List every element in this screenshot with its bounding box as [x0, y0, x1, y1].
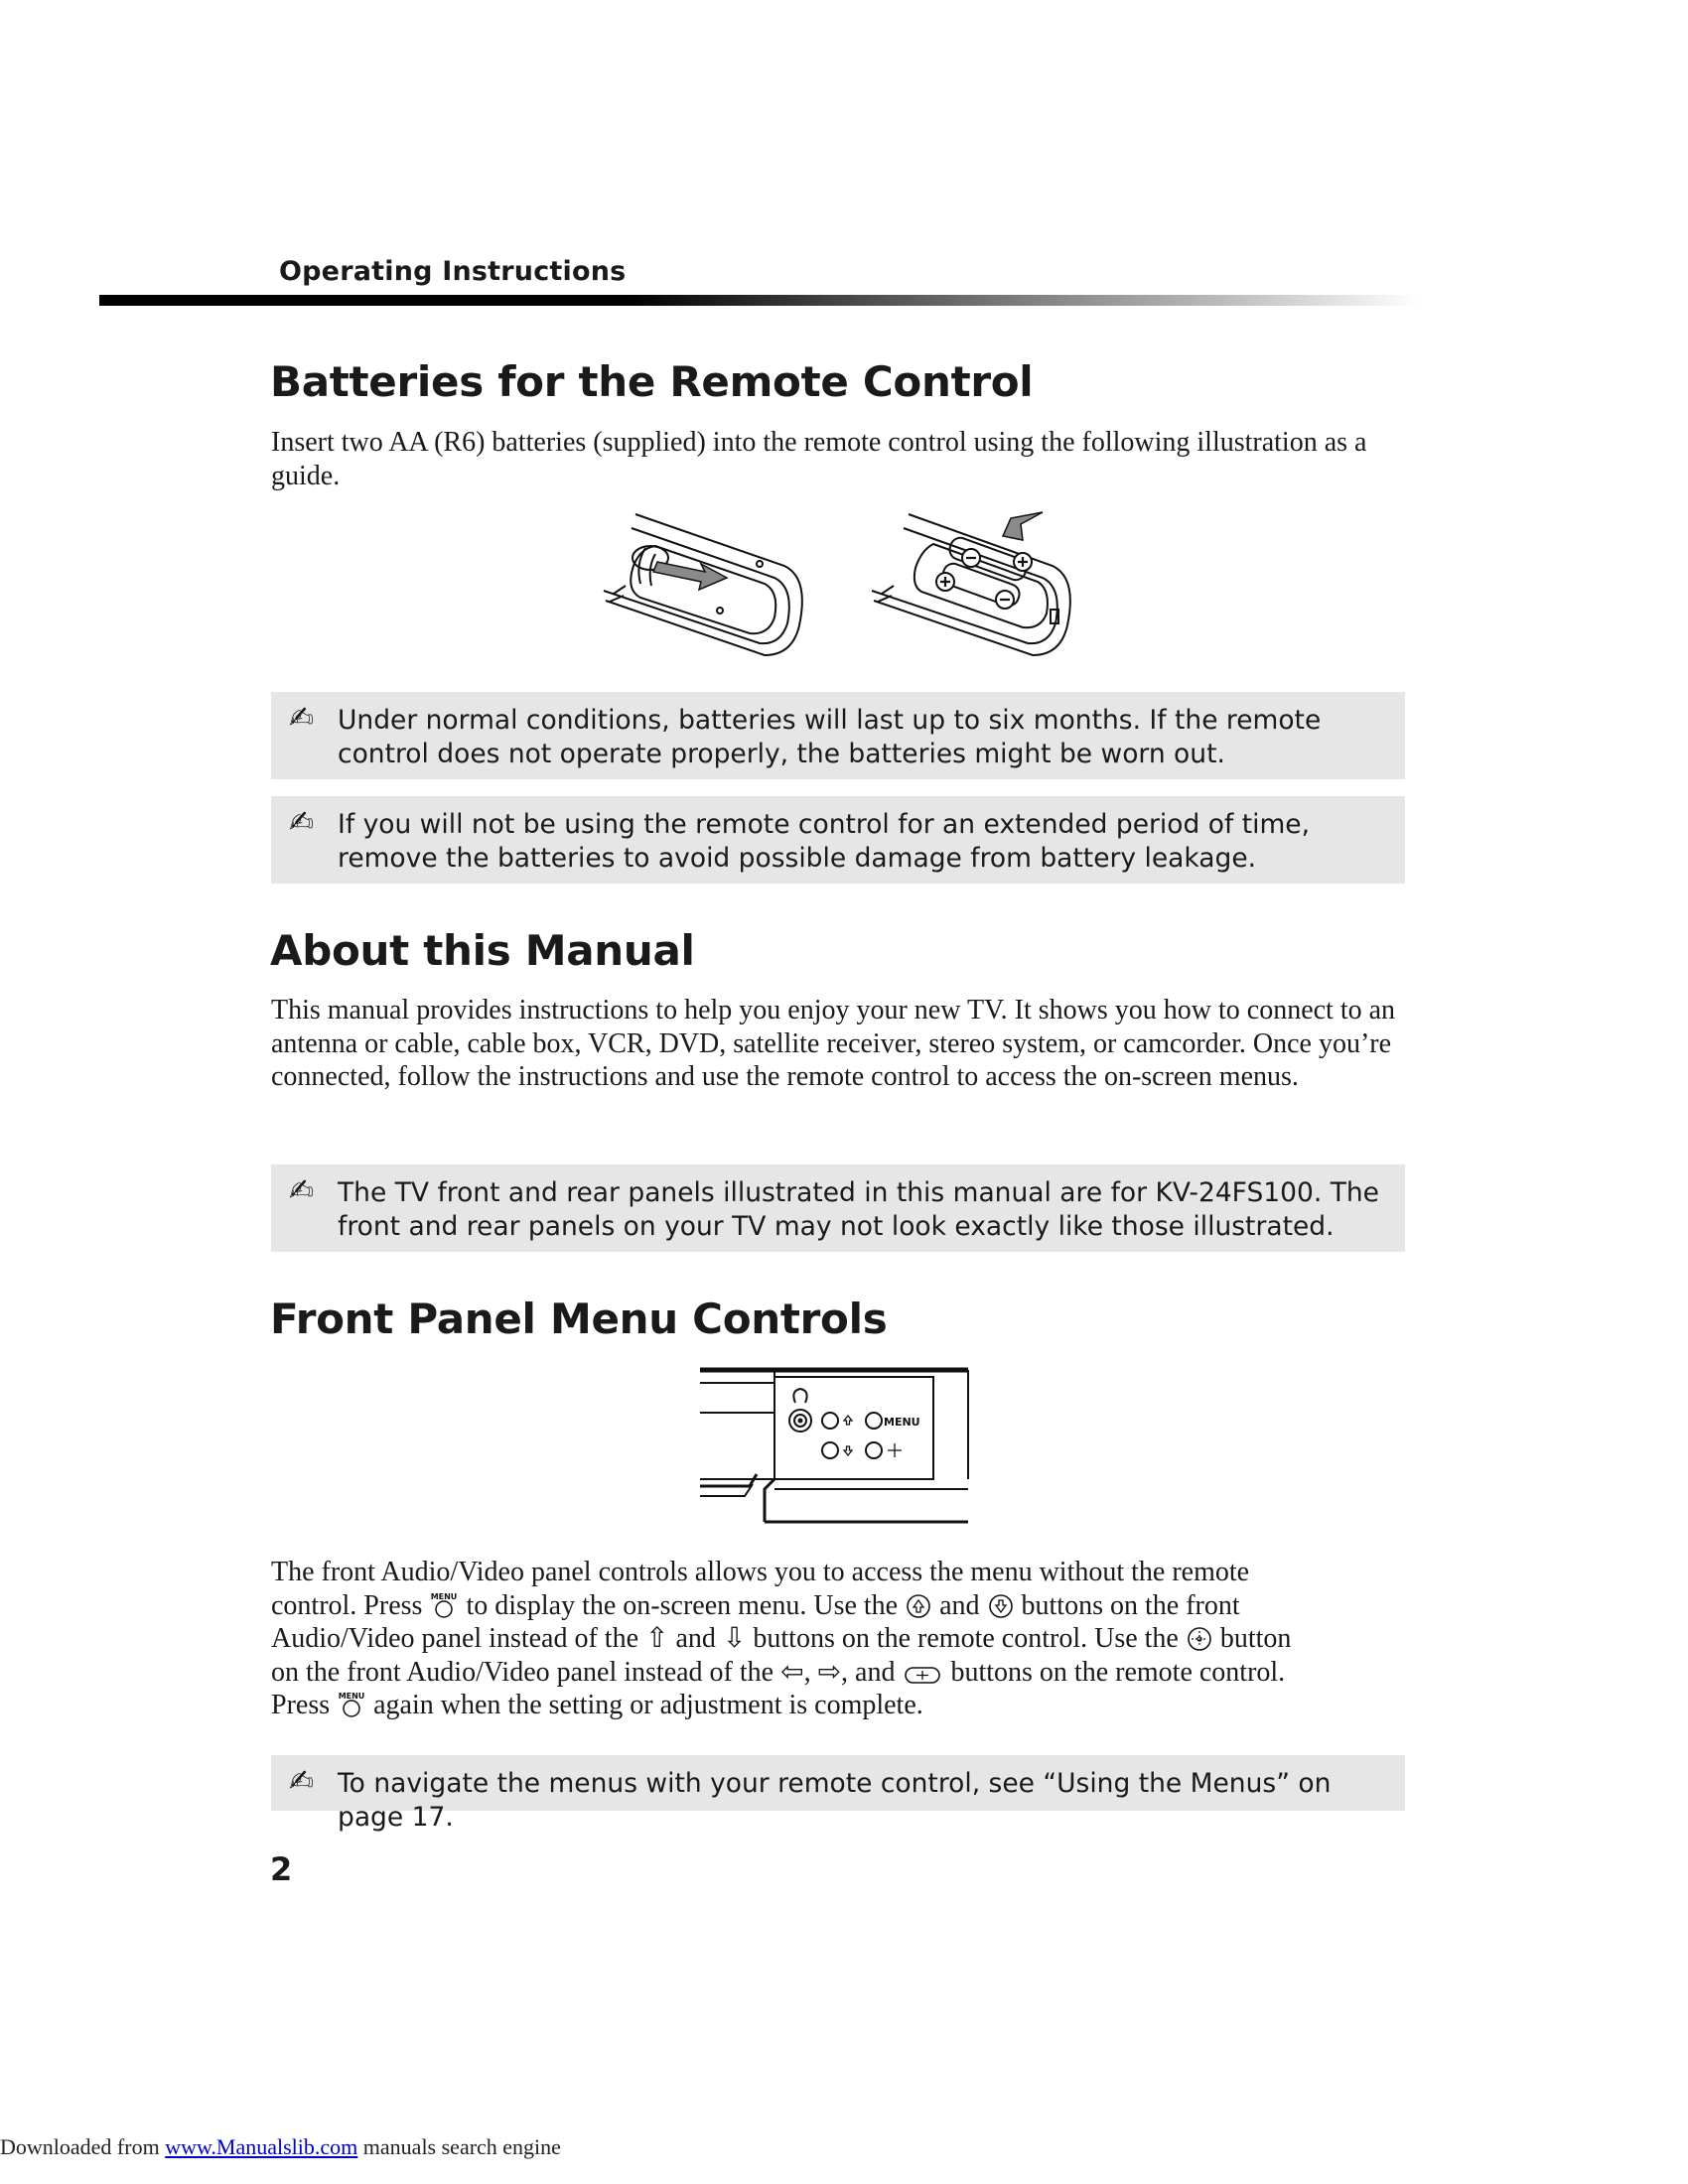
note-battery-life [271, 692, 1405, 779]
page-number: 2 [270, 1850, 293, 1888]
about-body: This manual provides instructions to help you enjoy your new TV. It shows you how to connect to an antenna or cable, cable box, VCR, DVD, satellite receiver, stereo system, or camcorder. Once you’re connected, follow the instructions and use the remote control to access the on-screen menus. [271, 995, 1396, 1092]
note-pencil-icon: ✍ [289, 1173, 315, 1208]
svg-text:MENU: MENU [431, 1591, 458, 1601]
note-pencil-icon: ✍ [289, 701, 315, 736]
panel-menu-label: MENU [884, 1416, 920, 1429]
note-battery-removal [271, 796, 1405, 884]
section-title-batteries: Batteries for the Remote Control [270, 357, 1034, 406]
arrow-right-icon: ⇨ [817, 1656, 842, 1688]
line-5: Press MENU again when the setting or adjustment is complete. [271, 1690, 923, 1720]
batteries-body: Insert two AA (R6) batteries (supplied) into the remote control using the following illustration as a guide. [271, 427, 1367, 491]
download-footer [0, 2134, 561, 2160]
arrow-down-icon: ⇩ [722, 1623, 747, 1654]
note-pencil-icon: ✍ [289, 1764, 315, 1799]
arrow-left-icon: ⇦ [780, 1656, 804, 1688]
panel-up-button-icon [905, 1592, 932, 1620]
section-title-about: About this Manual [270, 926, 695, 975]
note-text: If you will not be using the remote control for an extended period of time, remove the batteries to avoid possible damage from battery leakage. [338, 809, 1310, 874]
header-rule [99, 295, 1420, 306]
line-2: control. Press MENU to display the on-screen menu. Use the and buttons on the front [271, 1589, 1240, 1621]
remote-battery-insert-illustration [864, 506, 1092, 665]
svg-text:MENU: MENU [338, 1692, 365, 1701]
menu-button-icon [337, 1690, 366, 1719]
note-panels [271, 1164, 1405, 1252]
footer-prefix: Downloaded from [0, 2134, 166, 2159]
running-head: Operating Instructions [279, 256, 627, 287]
panel-down-button-icon [987, 1592, 1015, 1620]
line-3: Audio/Video panel instead of the ⇧ and ⇩ buttons on the remote control. Use the button [271, 1623, 1292, 1654]
line-1: The front Audio/Video panel controls allows you to access the menu without the remote [271, 1557, 1250, 1587]
note-text: The TV front and rear panels illustrated in this manual are for KV-24FS100. The front and rear panels on your TV may not look exactly like those illustrated. [338, 1177, 1379, 1242]
footer-link[interactable]: www.Manualslib.com [165, 2134, 358, 2159]
panel-select-button-icon [1186, 1625, 1213, 1653]
front-panel-illustration [695, 1365, 973, 1529]
note-text: To navigate the menus with your remote control, see “Using the Menus” on page 17. [338, 1768, 1332, 1833]
note-pencil-icon: ✍ [289, 805, 315, 840]
remote-select-button-icon [902, 1663, 943, 1687]
note-navigate-menus [271, 1755, 1405, 1833]
line-4: on the front Audio/Video panel instead of the ⇦, ⇨, and buttons on the remote control. [271, 1656, 1286, 1688]
section-title-front-panel: Front Panel Menu Controls [270, 1295, 888, 1343]
remote-battery-cover-illustration [596, 506, 824, 665]
note-text: Under normal conditions, batteries will last up to six months. If the remote control does not operate properly, the batteries might be worn out. [338, 705, 1322, 769]
footer-suffix: manuals search engine [357, 2134, 561, 2159]
arrow-up-icon: ⇧ [645, 1623, 669, 1654]
front-panel-body [271, 1556, 1423, 1722]
menu-button-icon [429, 1590, 459, 1620]
